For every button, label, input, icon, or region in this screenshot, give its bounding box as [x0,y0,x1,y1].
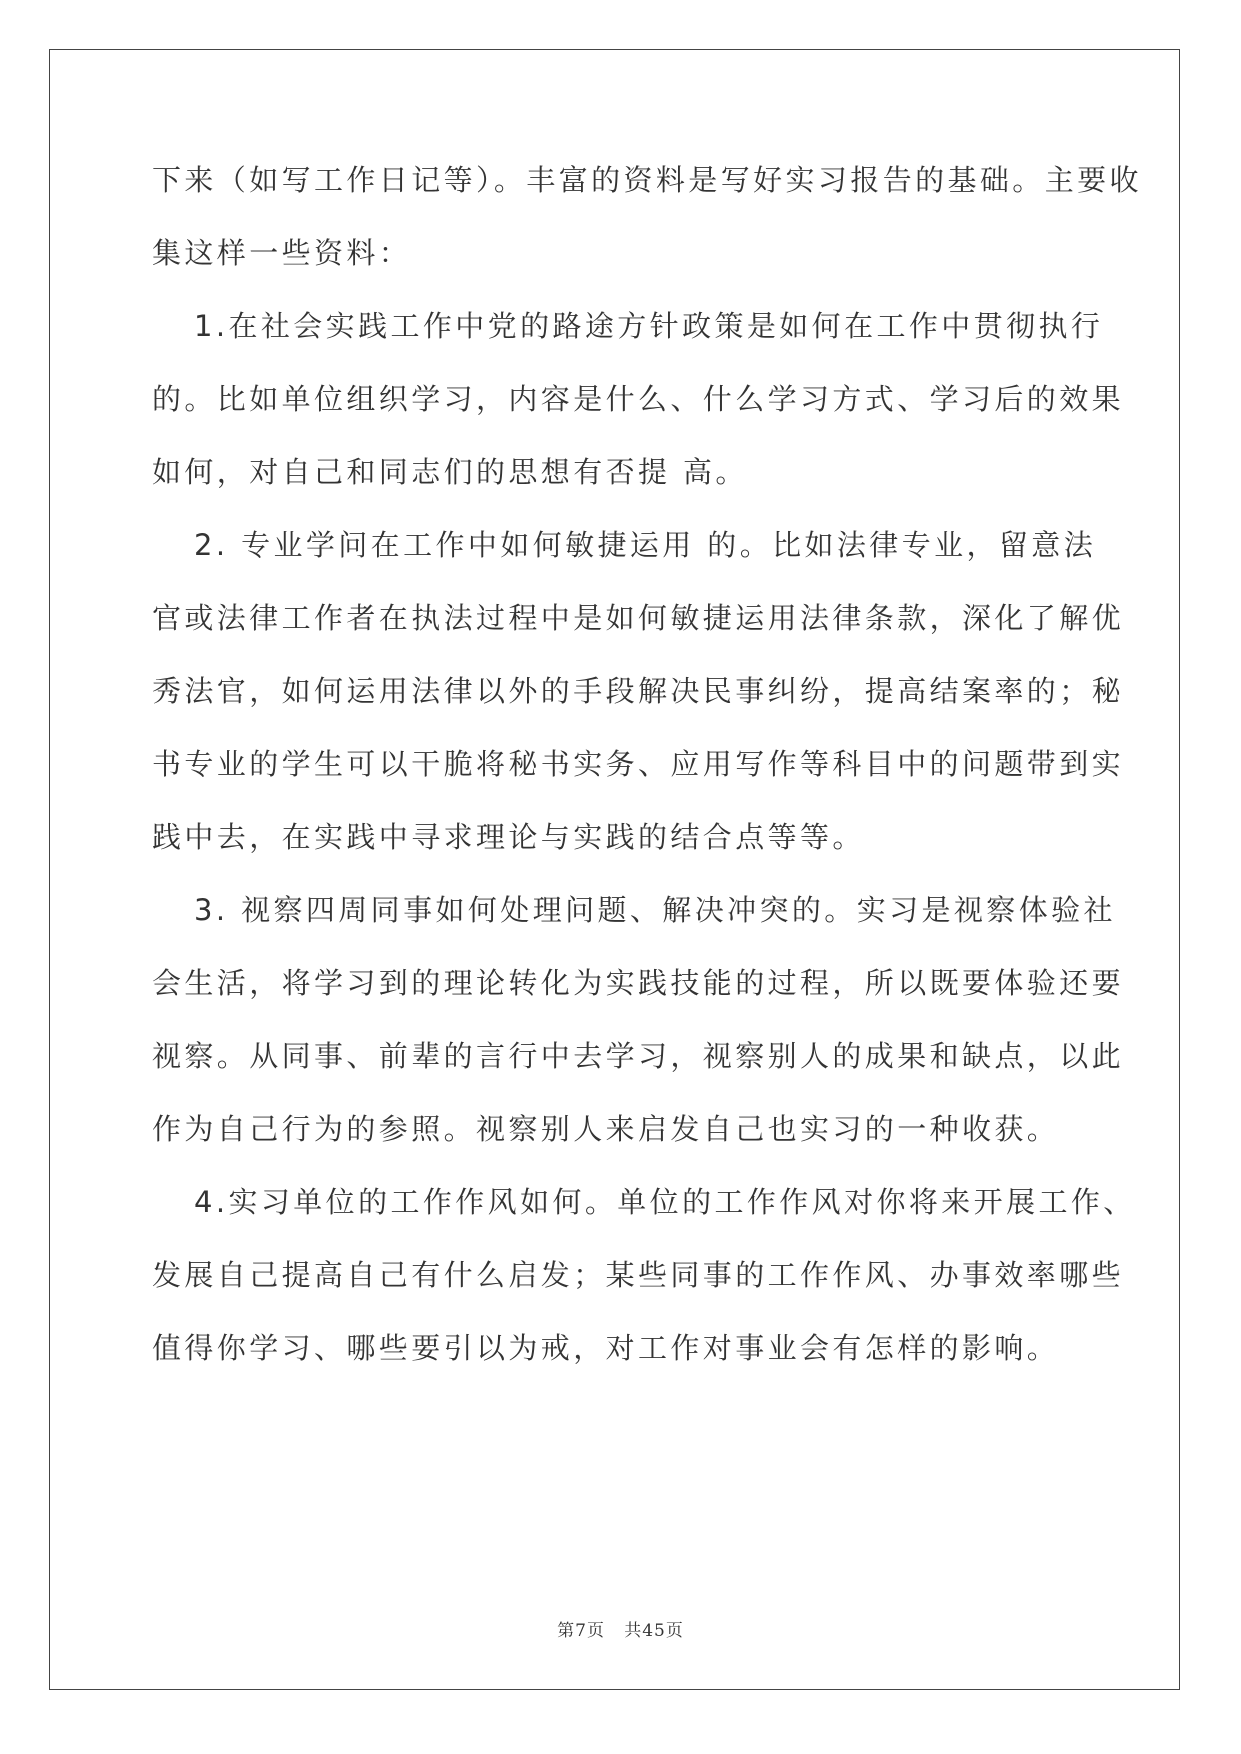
text-line: 作为自己行为的参照。视察别人来启发自己也实习的一种收获。 [152,1112,1060,1146]
page-number: 第7页 [557,1621,605,1641]
text-line: 集这样一些资料： [152,236,412,270]
text-line: 书专业的学生可以干脆将秘书实务、应用写作等科目中的问题带到实 [152,747,1125,781]
text-line: 下来（如写工作日记等）。丰富的资料是写好实习报告的基础。主要收 [152,163,1142,197]
paragraph-item-2: 2. 专业学问在工作中如何敏捷运用 的。比如法律专业，留意法 [194,528,1097,562]
text-line: 视察。从同事、前辈的言行中去学习，视察别人的成果和缺点，以此 [152,1039,1125,1073]
page-footer [0,1616,1241,1641]
text-line: 践中去，在实践中寻求理论与实践的结合点等等。 [152,820,865,854]
text-line: 的。比如单位组织学习，内容是什么、什么学习方式、学习后的效果 [152,382,1125,416]
text-line: 值得你学习、哪些要引以为戒，对工作对事业会有怎样的影响。 [152,1331,1060,1365]
paragraph-item-3: 3. 视察四周同事如何处理问题、解决冲突的。实习是视察体验社 [194,893,1116,927]
page-border [49,49,1180,1690]
text-line: 秀法官，如何运用法律以外的手段解决民事纠纷，提高结案率的；秘 [152,674,1125,708]
paragraph-item-1: 1.在社会实践工作中党的路途方针政策是如何在工作中贯彻执行 [194,309,1104,343]
text-line: 如何，对自己和同志们的思想有否提 高。 [152,455,748,489]
text-line: 官或法律工作者在执法过程中是如何敏捷运用法律条款，深化了解优 [152,601,1125,635]
text-line: 发展自己提高自己有什么启发；某些同事的工作作风、办事效率哪些 [152,1258,1125,1292]
page-total: 共45页 [624,1621,684,1641]
paragraph-item-4: 4.实习单位的工作作风如何。单位的工作作风对你将来开展工作、 [194,1185,1136,1219]
text-line: 会生活，将学习到的理论转化为实践技能的过程，所以既要体验还要 [152,966,1125,1000]
